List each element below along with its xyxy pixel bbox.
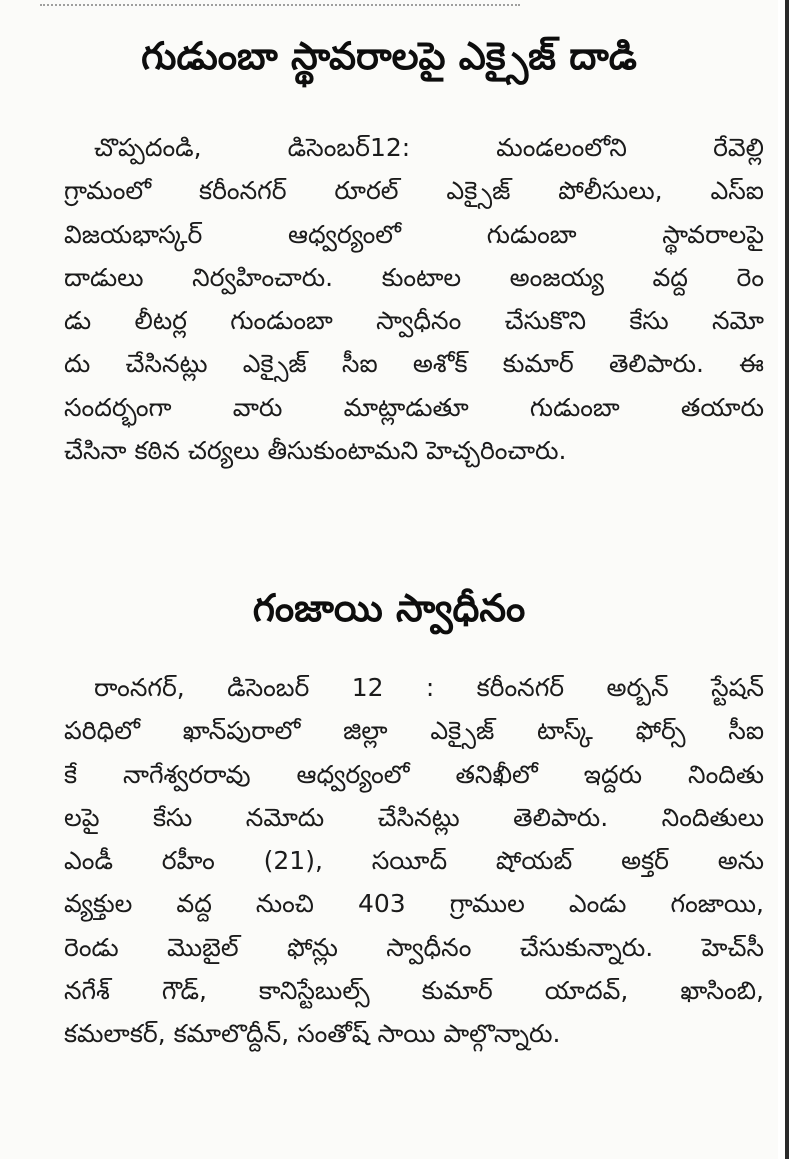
column-divider	[785, 0, 789, 1159]
article-line: డు లీటర్ల గుండుంబా స్వాధీనం చేసుకొని కేసు నమో	[64, 306, 764, 336]
article-body-ganja-seizure	[64, 666, 764, 1056]
article-line: నగేశ్ గౌడ్, కానిస్టేబుల్స్ కుమార్ యాదవ్, ఖాసింబి,	[64, 976, 764, 1006]
article-body-excise-raid	[64, 126, 764, 472]
article-line: రాంనగర్, డిసెంబర్ 12 : కరీంనగర్ అర్బన్ స్టేషన్	[94, 673, 764, 702]
article-line: కే నాగేశ్వరరావు ఆధ్వర్యంలో తనిఖీలో ఇద్దరు నిందితు	[64, 759, 764, 789]
article-line: చేసినా కఠిన చర్యలు తీసుకుంటామని హెచ్చరించారు.	[64, 436, 567, 466]
article-line: దు చేసినట్లు ఎక్సైజ్ సీఐ అశోక్ కుమార్ తెలిపారు. ఈ	[64, 349, 764, 379]
article-line: చొప్పదండి, డిసెంబర్12: మండలంలోని రేవెల్లి	[94, 133, 764, 162]
article-line: గ్రామంలో కరీంనగర్ రూరల్ ఎక్సైజ్ పోలీసులు, ఎస్ఐ	[64, 176, 764, 206]
article-line: వ్యక్తుల వద్ద నుంచి 403 గ్రాముల ఎండు గంజాయి,	[64, 889, 764, 919]
headline-excise-raid: గుడుంబా స్థావరాలపై ఎక్సైజ్ దాడి	[141, 34, 637, 78]
article-line: కమలాకర్, కమాలొద్దీన్, సంతోష్ సాయి పాల్గొన్నారు.	[64, 1019, 561, 1049]
torn-top-edge	[40, 0, 520, 6]
article-line: రెండు మొబైల్ ఫోన్లు స్వాధీనం చేసుకున్నారు. హెచ్‌సీ	[64, 932, 764, 962]
headline-ganja-seizure: గంజాయి స్వాధీనం	[252, 586, 526, 630]
article-line: లపై కేసు నమోదు చేసినట్లు తెలిపారు. నిందితులు	[64, 802, 764, 832]
article-line: దాడులు నిర్వహించారు. కుంటాల అంజయ్య వద్ద రెం	[64, 262, 764, 292]
article-line: విజయభాస్కర్ ఆధ్వర్యంలో గుడుంబా స్థావరాలపై	[64, 219, 764, 249]
article-line: ఎండీ రహీం (21), సయీద్ షోయబ్ అక్తర్ అను	[64, 846, 764, 876]
article-line: పరిధిలో ఖాన్‌పురాలో జిల్లా ఎక్సైజ్ టాస్క్ ఫోర్స్ సీఐ	[64, 716, 764, 746]
article-line: సందర్భంగా వారు మాట్లాడుతూ గుడుంబా తయారు	[64, 392, 764, 422]
